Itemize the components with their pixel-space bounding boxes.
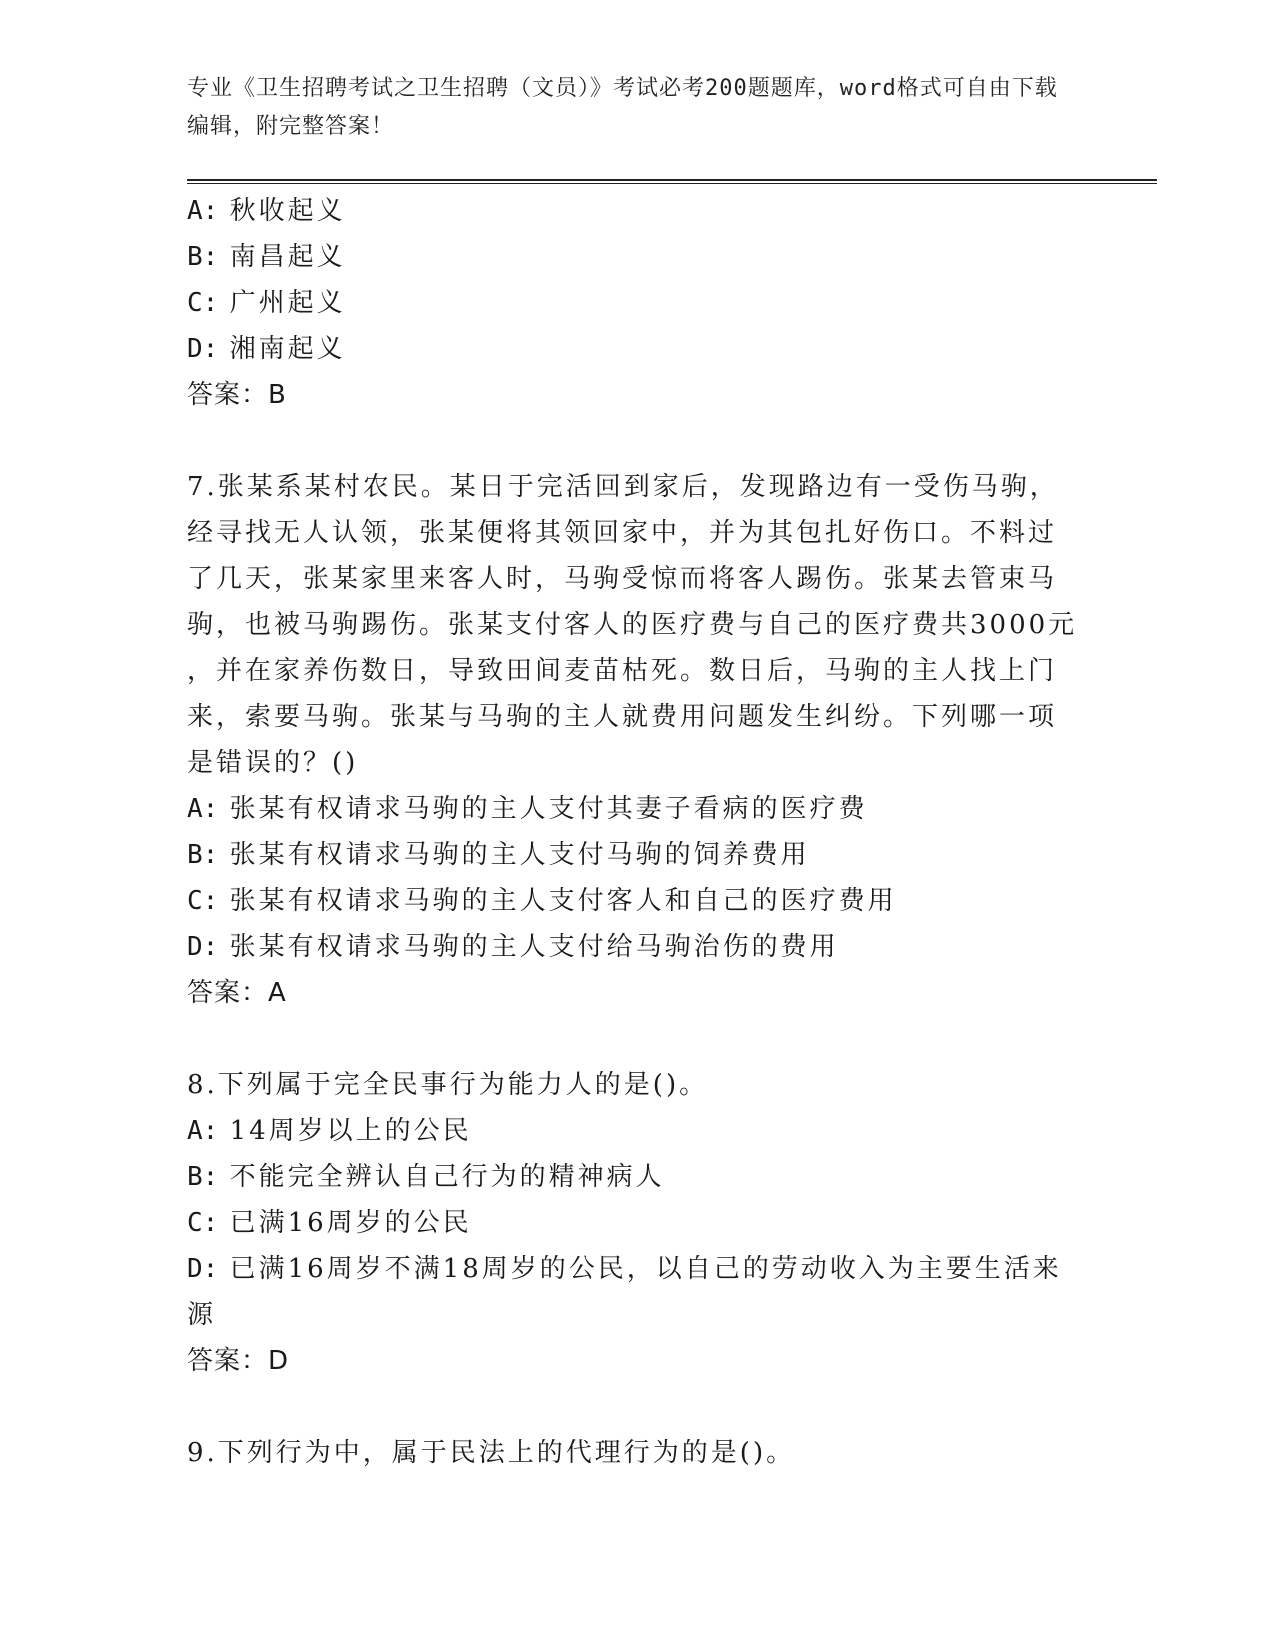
answer-line: 答案：D: [187, 1346, 290, 1376]
option-c: C: 已满16周岁的公民: [187, 1208, 472, 1238]
question-stem-line: 驹，也被马驹踢伤。张某支付客人的医疗费与自己的医疗费共3000元: [187, 610, 1078, 640]
option-b: B: 张某有权请求马驹的主人支付马驹的饲养费用: [187, 840, 810, 870]
option-a: A: 14周岁以上的公民: [187, 1116, 472, 1146]
option-c: C: 张某有权请求马驹的主人支付客人和自己的医疗费用: [187, 886, 897, 916]
question-stem: 9.下列行为中，属于民法上的代理行为的是()。: [187, 1438, 796, 1468]
option-a: A: 张某有权请求马驹的主人支付其妻子看病的医疗费: [187, 794, 868, 824]
document-page: [187, 70, 1157, 1476]
header-divider: [187, 179, 1157, 184]
question-content: [187, 188, 1157, 1476]
question-stem-line: ，并在家养伤数日，导致田间麦苗枯死。数日后，马驹的主人找上门: [187, 656, 1058, 686]
question-stem: 8.下列属于完全民事行为能力人的是()。: [187, 1070, 709, 1100]
option-d: D: 张某有权请求马驹的主人支付给马驹治伤的费用: [187, 932, 839, 962]
question-8: [187, 1062, 1157, 1384]
document-header: 专业《卫生招聘考试之卫生招聘（文员）》考试必考200题题库，word格式可自由下载编辑，附完整答案！: [187, 76, 1058, 139]
answer-line: 答案：A: [187, 978, 287, 1008]
question-9: [187, 1430, 1157, 1476]
option-a: A: 秋收起义: [187, 196, 346, 226]
option-c: C: 广州起义: [187, 288, 346, 318]
question-stem-line: 7.张某系某村农民。某日于完活回到家后，发现路边有一受伤马驹，: [187, 472, 1059, 502]
option-b: B: 不能完全辨认自己行为的精神病人: [187, 1162, 665, 1192]
question-stem-line: 经寻找无人认领，张某便将其领回家中，并为其包扎好伤口。不料过: [187, 518, 1058, 548]
answer-line: 答案：B: [187, 380, 287, 410]
option-d: D: 已满16周岁不满18周岁的公民，以自己的劳动收入为主要生活来源: [187, 1254, 1062, 1330]
question-6-options: [187, 188, 1157, 418]
question-7: [187, 464, 1157, 1016]
option-d: D: 湘南起义: [187, 334, 346, 364]
question-stem-line: 了几天，张某家里来客人时，马驹受惊而将客人踢伤。张某去管束马: [187, 564, 1058, 594]
question-stem-line: 来，索要马驹。张某与马驹的主人就费用问题发生纠纷。下列哪一项: [187, 702, 1058, 732]
option-b: B: 南昌起义: [187, 242, 346, 272]
question-stem-line: 是错误的？(): [187, 748, 359, 778]
